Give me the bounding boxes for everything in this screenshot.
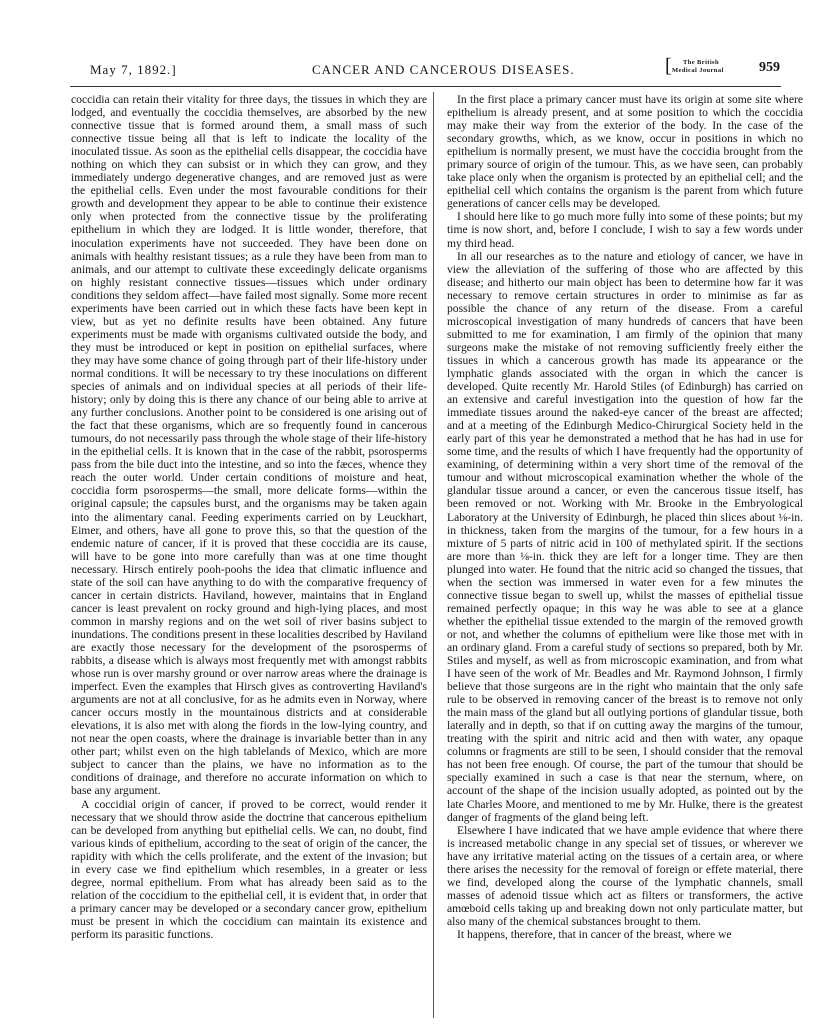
paragraph: A coccidial origin of cancer, if proved to be correct, would render it necessary that we should throw aside the doctrine that cancerous epithelium can be developed from anything but epithelial cells. We can, no doubt, find various kinds of epithelium, according to the seat of origin of the cancer, the rapidity with which the cells proliferate, and the extent of the invasion; but in every case we find epithelium which resembles, in a greater or less degree, normal epithelium. From what has already been said as to the relation of the coccidium to the epithelial cell, it is evident that, in order that a primary cancer may be developed or a secondary cancer grow, epithelium must be present in which the coccidium can maintain its existence and perform its parasitic functions.: [71, 797, 427, 941]
right-column: [447, 93, 803, 941]
paragraph: Elsewhere I have indicated that we have ample evidence that where there is increased metabolic change in any special set of tissues, or wherever we have any irritative material acting on the tissues of a certain area, or where there arises the necessity for the removal of foreign or effete material, there we find, developed along the course of the lymphatic channels, small masses of adenoid tissue which act as filters or transformers, the active amœboid cells taking up and breaking down not only particulate matter, but also many of the chemical substances brought to them.: [447, 823, 803, 928]
paragraph: In all our researches as to the nature and etiology of cancer, we have in view the alleviation of the suffering of those who are affected by this disease; and hitherto our main object has been to determine how far it was necessary to remove certain structures in order to minimise as far as possible the chance of any return of the disease. From a careful microscopical investigation of many hundreds of cancers that have been submitted to me for examination, I am firmly of the opinion that many surgeons make the mistake of not removing sufficiently freely either the tissues in which a cancerous growth has made its appearance or the lymphatic glands associated with the organ in which the cancer is developed. Quite recently Mr. Harold Stiles (of Edinburgh) has carried on an extensive and careful investigation into the question of how far the immediate tissues around the naked-eye cancer of the breast are affected; and at a meeting of the Edinburgh Medico-Chirurgical Society held in the early part of this year he demonstrated a method that he has had in use for some time, and the results of which I have frequently had the opportunity of examining, of determining within a very short time of the removal of the tumour and without microscopical examination whether the whole of the glandular tissue around a cancer, or even the cancerous tissue itself, has been removed or not. Working with Mr. Brooke in the Embryological Laboratory at the University of Edinburgh, he placed thin slices about ⅛-in. in thickness, taken from the margins of the tumour, for a few hours in a mixture of 5 parts of nitric acid in 100 of methylated spirit. If the sections are more than ⅛-in. thick they are left for a longer time. They are then plunged into water. He found that the nitric acid so changed the tissues, that when the section was immersed in water even for a few minutes the connective tissue began to swell up, whilst the masses of epithelial tissue remained perfectly opaque; in this way he was able to see at a glance whether the epithelial tissue extended to the margin of the removed growth or not, and whether the columns of epithelium were like those met with in an ordinary gland. From a careful study of sections so prepared, both by Mr. Stiles and myself, as well as from microscopic examination, and from what I have seen of the work of Mr. Beadles and Mr. Raymond Johnson, I firmly believe that those surgeons are in the right who maintain that the only safe rule to be observed in removing cancer of the breast is to remove not only the main mass of the gland but all outlying portions of glandular tissue, both laterally and in depth, so that if on cutting away the margins of the tumour, treating with the spirit and nitric acid and then with water, any opaque columns or fragments are still to be seen, I should consider that the removal has not been free enough. Of course, the part of the tumour that should be specially examined in such a case is that near the sternum, where, on account of the shape of the incision usually adopted, as pointed out by the late Charles Moore, and mentioned to me by Mr. Hulke, there is the greatest danger of fragments of the gland being left.: [447, 249, 803, 824]
running-title: CANCER AND CANCEROUS DISEASES.: [312, 62, 575, 77]
journal-name-line-1: The British: [683, 59, 720, 66]
page-number: 959: [759, 60, 780, 75]
header-rule: [70, 86, 781, 87]
left-column: [71, 93, 427, 941]
paragraph: In the first place a primary cancer must have its origin at some site where epithelium is already present, and at some position to which the coccidia may make their way from the exterior of the body. In the case of the secondary growths, which, as we know, occur in positions in which no epithelium is normally present, we must have the coccidia brought from the primary source of origin of the tumour. This, as we have seen, can probably take place only when the organism is protected by an epithelial cell; and the epithelial cell which contains the organism is the parent from which future generations of cancer cells may be developed.: [447, 93, 803, 211]
column-divider: [433, 92, 434, 1018]
paragraph: coccidia can retain their vitality for three days, the tissues in which they are lodged, and eventually the coccidia themselves, are absorbed by the new connective tissue that is formed around them, a small mass of such connective tissue being all that is left to indicate the locality of the inoculated tissue. As soon as the epithelial cells disappear, the coccidia have nothing on which they can subsist or in which they can grow, and they immediately undergo degenerative changes, and are removed just as were the epithelial cells. Even under the most favourable conditions for their growth and development they appear to be able to continue their existence only when protected from the connective tissue by the proliferating epithelium in which they are lodged. It is little wonder, therefore, that inoculation experiments have not succeeded. They have been done on animals with healthy resistant tissues; as a rule they have been from man to animals, and our attempt to cultivate these exceedingly delicate organisms on highly resistant connective tissues—tissues which under ordinary conditions they seldom affect—have failed most signally. Some more recent experiments have been carried out in which these facts have been kept in view, but as yet no definite results have been obtained. Any future experiments must be made with organisms cultivated outside the body, and they must be introduced or kept in position on epithelial surfaces, where they may have some chance of going through part of their life-history under normal conditions. It will be necessary to try these inoculations on different species of animals and on individual species at all periods of their life-history; only by doing this is there any chance of our being able to arrive at any further conclusions. Another point to be considered is one arising out of the fact that these organisms, which are so frequently found in cancerous tumours, do not necessarily pass through the whole stage of their life-history in the epithelial cells. It is known that in the case of the rabbit, psorosperms pass from the bile duct into the intestine, and so into the fæces, whence they reach the outer world. Under certain conditions of moisture and heat, coccidia form psorosperms—the small, more delicate forms—within the original capsule; the capsules burst, and the organisms may be taken again into the alimentary canal. Feeding experiments carried on by Leuckhart, Eimer, and others, have all gone to prove this, so that the question of the endemic nature of cancer, if it is proved that these coccidia are its cause, will have to be gone into more carefully than was at one time thought necessary. Hirsch entirely pooh-poohs the idea that climatic influence and state of the soil can have anything to do with the comparative frequency of cancer in certain districts. Haviland, however, maintains that in England cancer is least prevalent on rocky ground and high-lying places, and most common in marshy regions and on the wet soil of river basins subject to inundations. The conditions present in these localities described by Haviland are exactly those necessary for the development of the psorosperms of rabbits, a disease which is always most frequently met with amongst rabbits whose run is over marshy ground or over narrow areas where the drainage is imperfect. Even the examples that Hirsch gives as controverting Haviland's arguments are not at all conclusive, for as he admits even in Norway, where cancer occurs mostly in the mountainous districts and at considerable elevations, it is also met with along the fiords in the low-lying country, and not near the open coasts, where the drainage is invariable better than in any other part; whilst even on the high tablelands of Mexico, which are more subject to cancer than the plains, we have no information as to the conditions of drainage, and therefore no accurate information on which to base any argument.: [71, 93, 427, 798]
paragraph: It happens, therefore, that in cancer of the breast, where we: [457, 928, 732, 941]
paragraph: I should here like to go much more fully into some of these points; but my time is now short, and, before I conclude, I wish to say a few words under my third head.: [447, 210, 803, 250]
journal-name-line-2: Medical Journal: [672, 67, 724, 74]
issue-date: May 7, 1892.]: [90, 62, 177, 77]
bracket-glyph: [: [665, 55, 673, 77]
running-header: [90, 55, 780, 80]
